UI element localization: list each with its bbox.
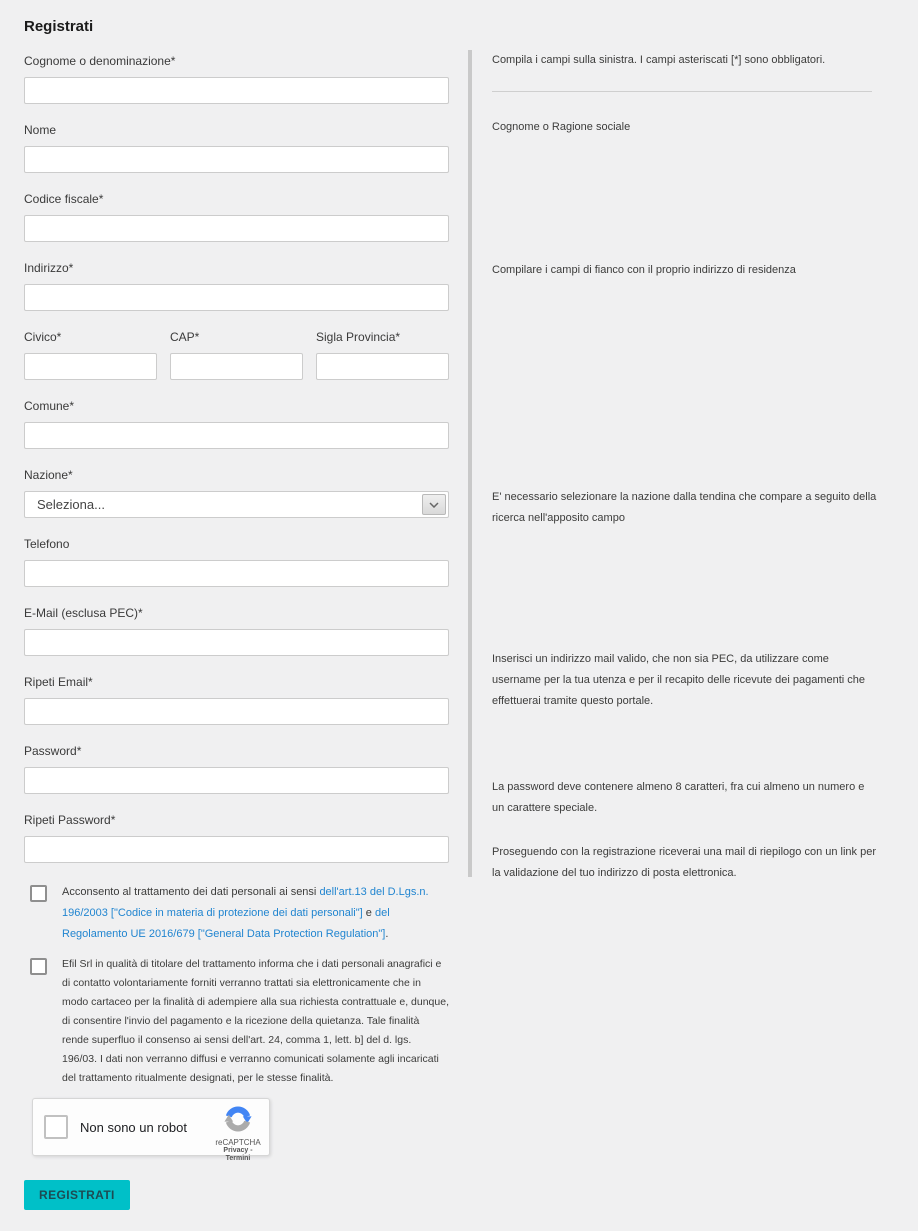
gdpr-link[interactable]: del Regolamento UE 2016/679 ["General Data Protection Regulation"]: [62, 907, 390, 940]
treatment-consent-text: Efil Srl in qualità di titolare del trattamento informa che i dati personali anagrafici e di contatto volontariamente forniti verranno trattati sia elettronicamente che in modo cartaceo per la finalità di adempiere alla sua richiesta contrattuale e, dunque, di consentire l'invio del pagamento e la ricezione della quietanza. Tale finalità rende superfluo il consenso ai sensi dell'art. 24, comma 1, lett. b] del d. lgs. 196/03. I dati non verranno diffusi e verranno comunicati solamente agli incaricati del trattamento ritualmente designati, per le stesse finalità.: [62, 958, 449, 1084]
help-divider: [492, 91, 872, 92]
field-group-nazione: [24, 468, 449, 518]
comune-label: Comune*: [24, 399, 75, 413]
field-group-sigla-provincia: [316, 330, 449, 380]
field-group-comune: [24, 399, 449, 449]
cap-input[interactable]: [170, 353, 303, 380]
address-detail-row: [24, 330, 449, 399]
field-group-indirizzo: [24, 261, 449, 311]
privacy-consent-row: [24, 882, 449, 945]
telefono-input[interactable]: [24, 560, 449, 587]
cap-label: CAP*: [170, 330, 200, 344]
civico-label: Civico*: [24, 330, 62, 344]
codice-fiscale-label: Codice fiscale*: [24, 192, 104, 206]
field-group-ripeti-password: [24, 813, 449, 863]
indirizzo-label: Indirizzo*: [24, 261, 74, 275]
field-group-codice-fiscale: [24, 192, 449, 242]
recaptcha-branding: [213, 1105, 263, 1163]
recaptcha-widget: [32, 1098, 270, 1163]
field-group-email: [24, 606, 449, 656]
field-group-cognome: [24, 54, 449, 104]
field-group-telefono: [24, 537, 449, 587]
ripeti-email-label: Ripeti Email*: [24, 675, 93, 689]
codice-fiscale-input[interactable]: [24, 215, 449, 242]
recaptcha-brand-text: reCAPTCHA: [215, 1137, 261, 1147]
field-group-cap: [170, 330, 303, 380]
civico-input[interactable]: [24, 353, 157, 380]
registrati-button[interactable]: REGISTRATI: [24, 1180, 130, 1210]
recaptcha-label: Non sono un robot: [80, 1119, 187, 1135]
privacy-consent-checkbox[interactable]: [30, 885, 47, 902]
field-group-password: [24, 744, 449, 794]
ripeti-password-label: Ripeti Password*: [24, 813, 116, 827]
password-input[interactable]: [24, 767, 449, 794]
nazione-select[interactable]: [24, 491, 449, 518]
help-column: [492, 0, 878, 1231]
nazione-selected-value: Seleziona...: [37, 497, 105, 512]
recaptcha-checkbox[interactable]: [44, 1115, 68, 1139]
help-intro: Compila i campi sulla sinistra. I campi asteriscati [*] sono obbligatori.: [492, 54, 826, 66]
registration-form: [24, 54, 449, 1210]
nazione-label: Nazione*: [24, 468, 73, 482]
ripeti-password-input[interactable]: [24, 836, 449, 863]
page-title: Registrati: [24, 18, 94, 36]
ripeti-email-input[interactable]: [24, 698, 449, 725]
help-registrazione: Proseguendo con la registrazione riceverai una mail di riepilogo con un link per la validazione del tuo indirizzo di posta elettronica.: [492, 846, 876, 879]
field-group-nome: [24, 123, 449, 173]
treatment-consent-checkbox[interactable]: [30, 958, 47, 975]
privacy-text-after: .: [385, 928, 389, 940]
telefono-label: Telefono: [24, 537, 70, 551]
help-nazione: E' necessario selezionare la nazione dalla tendina che compare a seguito della ricerca nell'apposito campo: [492, 491, 877, 524]
privacy-text-middle: e: [362, 907, 375, 919]
password-label: Password*: [24, 744, 82, 758]
email-label: E-Mail (esclusa PEC)*: [24, 606, 143, 620]
sigla-provincia-label: Sigla Provincia*: [316, 330, 401, 344]
privacy-text-before: Acconsento al trattamento dei dati personali ai sensi: [62, 886, 320, 898]
comune-input[interactable]: [24, 422, 449, 449]
column-divider: [468, 50, 472, 877]
privacy-law-link[interactable]: dell'art.13 del D.Lgs.n. 196/2003 ["Codice in materia di protezione dei dati personali"]: [62, 886, 429, 919]
sigla-provincia-input[interactable]: [316, 353, 449, 380]
field-group-civico: [24, 330, 157, 380]
nazione-select-arrow-button[interactable]: [422, 494, 446, 515]
recaptcha-icon: [224, 1105, 252, 1133]
cognome-label: Cognome o denominazione*: [24, 54, 176, 68]
indirizzo-input[interactable]: [24, 284, 449, 311]
field-group-ripeti-email: [24, 675, 449, 725]
nome-input[interactable]: [24, 146, 449, 173]
help-indirizzo: Compilare i campi di fianco con il proprio indirizzo di residenza: [492, 264, 796, 276]
treatment-consent-row: [24, 955, 449, 1088]
recaptcha-privacy-terms-links[interactable]: Privacy - Termini: [223, 1147, 253, 1163]
help-email: Inserisci un indirizzo mail valido, che non sia PEC, da utilizzare come username per la tua utenza e per il recapito delle ricevute dei pagamenti che effettuerai tramite questo portale.: [492, 653, 866, 707]
help-cognome: Cognome o Ragione sociale: [492, 121, 631, 133]
chevron-down-icon: [429, 502, 439, 508]
help-password: La password deve contenere almeno 8 caratteri, fra cui almeno un numero e un carattere speciale.: [492, 781, 865, 814]
cognome-input[interactable]: [24, 77, 449, 104]
email-input[interactable]: [24, 629, 449, 656]
nome-label: Nome: [24, 123, 57, 137]
privacy-consent-text: [62, 882, 449, 945]
